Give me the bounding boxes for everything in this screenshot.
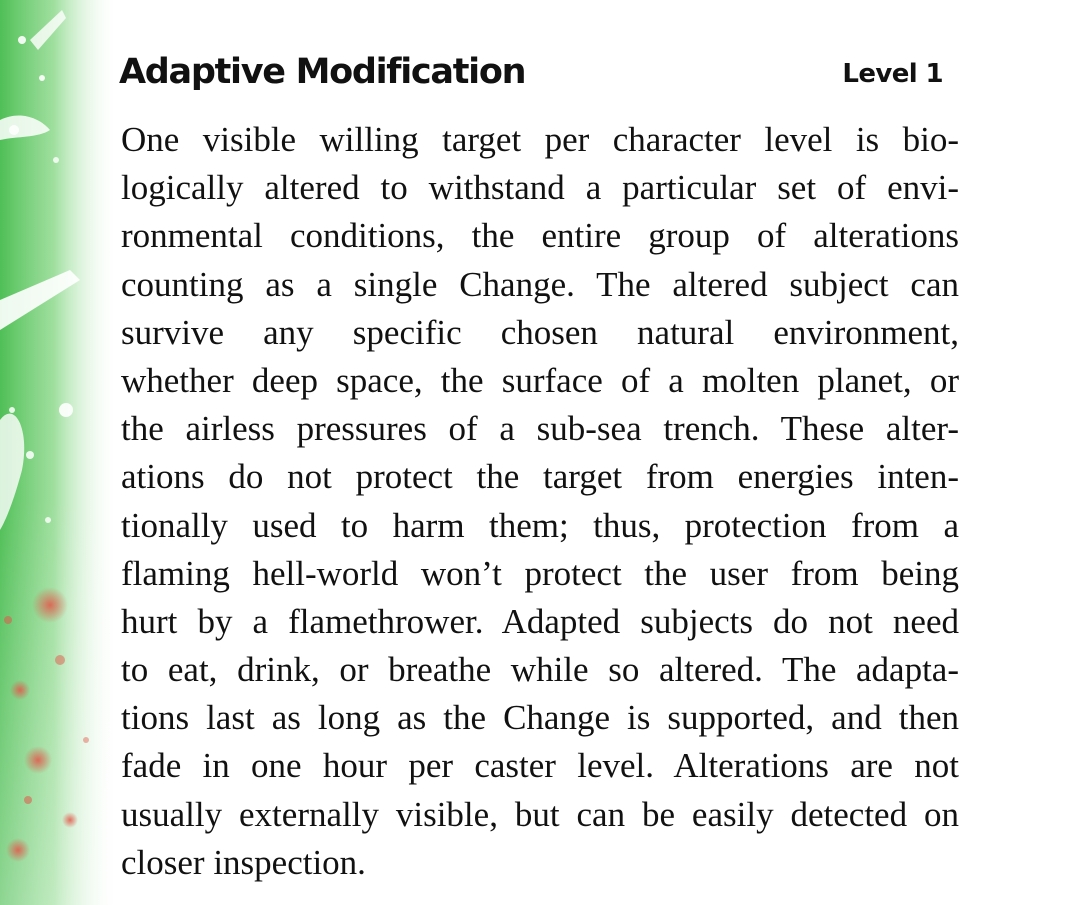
- left-margin-decoration: [0, 0, 120, 905]
- spell-level: Level 1: [842, 59, 943, 89]
- text-line: hurt by a flamethrower. Adapted subjects do not need: [121, 601, 959, 641]
- spell-description: [121, 116, 959, 887]
- text-line: tions last as long as the Change is supported, and then: [121, 698, 959, 738]
- text-line: ronmental conditions, the entire group of alterations: [121, 216, 959, 256]
- text-line: counting as a single Change. The altered subject can: [121, 264, 959, 304]
- text-line: flaming hell-world won’t protect the user from being: [121, 553, 959, 593]
- paint-splatter-art: [0, 0, 120, 905]
- text-line: whether deep space, the surface of a molten planet, or: [121, 360, 959, 400]
- text-line: ations do not protect the target from energies inten-: [121, 457, 959, 497]
- text-line: usually externally visible, but can be easily detected on: [121, 794, 959, 834]
- spell-title: Adaptive Modification: [119, 52, 526, 92]
- text-line: closer inspection.: [121, 842, 366, 882]
- text-line: the airless pressures of a sub-sea trench. These alter-: [121, 409, 959, 449]
- text-line: tionally used to harm them; thus, protection from a: [121, 505, 959, 545]
- text-line: to eat, drink, or breathe while so altered. The adapta-: [121, 650, 959, 690]
- spell-heading: [119, 50, 949, 94]
- text-line: fade in one hour per caster level. Alterations are not: [121, 746, 959, 786]
- text-line: logically altered to withstand a particular set of envi-: [121, 168, 959, 208]
- text-line: One visible willing target per character level is bio-: [121, 120, 959, 159]
- text-line: survive any specific chosen natural environment,: [121, 312, 959, 352]
